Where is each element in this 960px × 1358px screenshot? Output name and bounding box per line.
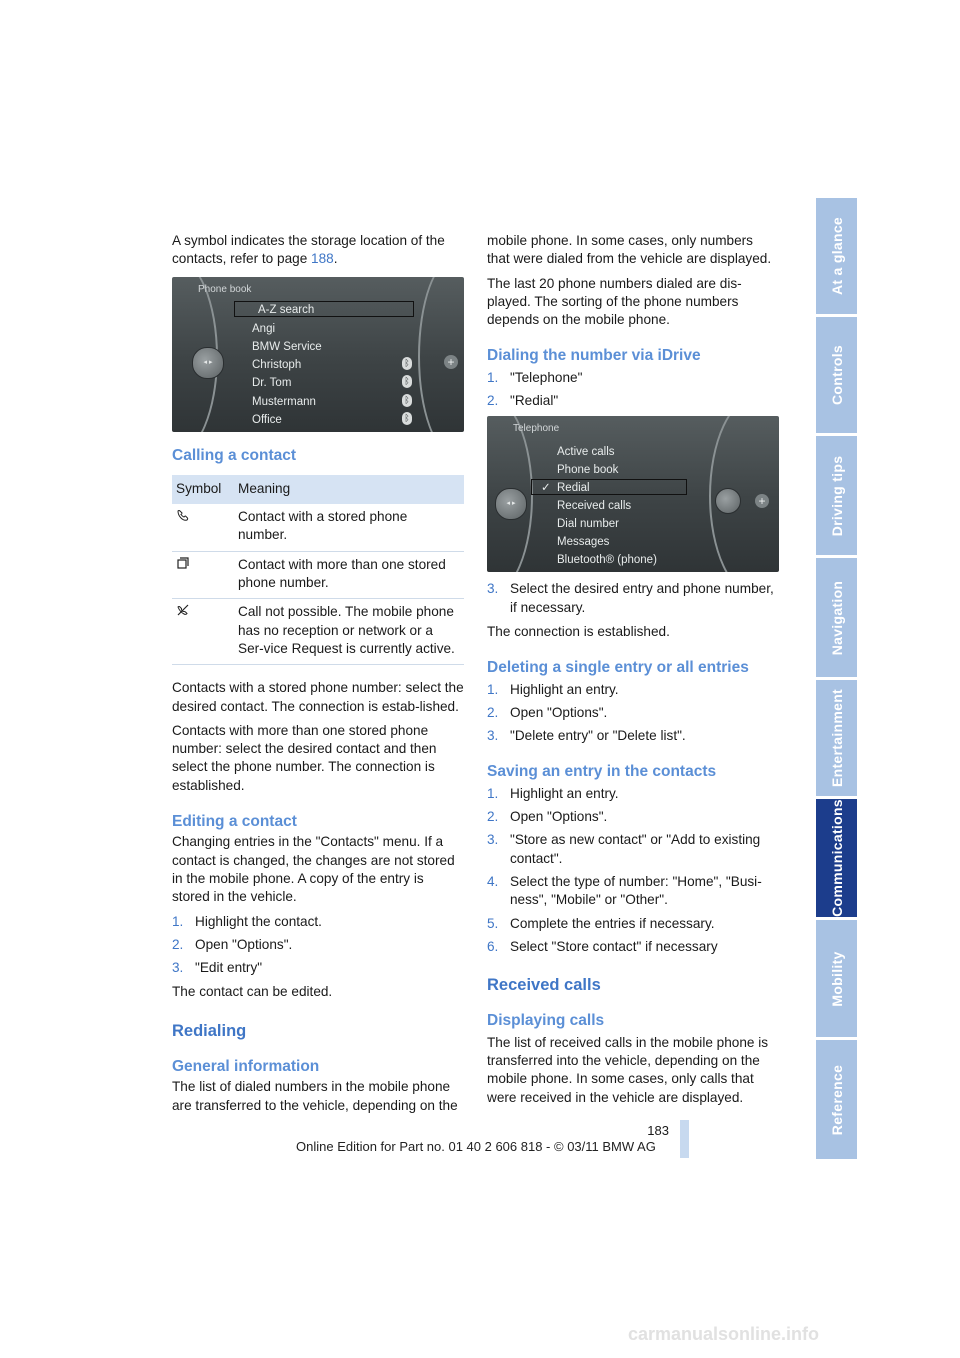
list-item: 3. "Store as new contact" or "Add to existing contact". [487,832,761,866]
steps-list [172,913,464,978]
list-item: 2. "Redial" [487,393,559,409]
meaning-cell: Contact with more than one stored phone number. [234,551,464,599]
phonebook-screenshot [172,277,464,432]
screen-item: Active calls [557,446,615,459]
heading-general-information: General information [172,1058,320,1076]
bluetooth-icon: ᛒ [402,412,412,425]
paragraph: The last 20 phone numbers dialed are dis-played. The sorting of the phone numbers depends on the mobile phone. [487,275,742,328]
side-tab-communications[interactable]: Communications [816,799,857,917]
paragraph: The list of dialed numbers in the mobile phone are transferred to the vehicle, depending on the [172,1079,458,1113]
side-tab-driving-tips[interactable]: Driving tips [816,436,857,555]
intro-paragraph: A symbol indicates the storage location of the contacts, refer to page 188. [172,233,445,267]
plus-icon: + [755,494,769,508]
paragraph: The connection is established. [487,623,670,639]
paragraph: Contacts with more than one stored phone number: select the desired contact and then select the phone number. The connection is established. [172,722,437,793]
list-item: 3. "Delete entry" or "Delete list". [487,728,686,744]
meaning-cell: Contact with a stored phone number. [234,504,464,551]
screen-item: BMW Service [252,340,322,353]
meaning-cell: Call not possible. The mobile phone has no reception or network or a Ser-vice Request is currently active. [234,599,464,665]
list-item: 3. "Edit entry" [172,960,263,976]
symbol-cell [172,504,234,551]
page-number: 183 [647,1123,669,1138]
bluetooth-icon: ᛒ [402,394,412,407]
list-item: 1. Highlight the contact. [172,913,322,929]
side-tab-at-a-glance[interactable]: At a glance [816,198,857,314]
paragraph: Contacts with a stored phone number: select the desired contact. The connection is estab-lished. [172,680,464,714]
steps-list [487,580,779,617]
selection-highlight [531,479,687,495]
table-row [172,551,464,599]
page-marker-bar [680,1120,689,1158]
left-column [172,232,464,1121]
screen-item: Received calls [557,500,632,513]
list-item: 6. Select "Store contact" if necessary [487,938,718,954]
side-tab-mobility[interactable]: Mobility [816,920,857,1037]
heading-calling-contact: Calling a contact [172,446,297,464]
screen-arc-right [418,277,464,432]
screen-item: Christoph [252,358,302,371]
bluetooth-icon: ᛒ [402,375,412,388]
list-item: 1. "Telephone" [487,369,583,385]
screen-title: Phone book [198,283,252,295]
side-tab-controls[interactable]: Controls [816,317,857,433]
list-item: 2. Open "Options". [487,704,608,720]
list-item: 3. Select the desired entry and phone number, if necessary. [487,581,774,615]
screen-item: Mustermann [252,395,316,408]
symbol-cell [172,551,234,599]
screen-item-selected: Redial [557,482,590,495]
symbol-cell [172,599,234,665]
list-item: 1. Highlight an entry. [487,785,619,801]
screen-item: Office [252,413,282,426]
table-row [172,504,464,551]
list-item: 5. Complete the entries if necessary. [487,915,715,931]
controller-knob: ◂ ▸ [495,488,527,520]
right-column [487,232,779,1113]
list-item: 2. Open "Options". [487,809,608,825]
screen-item: Bluetooth® (phone) [557,554,657,567]
column-header: Symbol [172,475,234,504]
screen-item: Angi [252,322,276,335]
paragraph: mobile phone. In some cases, only numbers that were dialed from the vehicle are displayed. [487,233,772,267]
heading-editing-contact: Editing a contact [172,813,297,831]
table-row [172,599,464,665]
page-reference-link[interactable]: 188 [311,251,334,267]
screen-item: Dr. Tom [252,376,292,389]
screen-item-az-search: A-Z search [258,303,315,316]
bluetooth-icon: ᛒ [402,357,412,370]
paragraph: The contact can be edited. [172,984,333,1000]
footer-edition: Online Edition for Part no. 01 40 2 606 818 - © 03/11 BMW AG [296,1139,656,1154]
screen-title: Telephone [513,423,560,435]
screen-item: Phone book [557,464,619,477]
check-icon: ✓ [541,482,551,495]
multiple-numbers-icon [176,556,190,570]
heading-received-calls: Received calls [487,976,601,995]
heading-deleting-entry: Deleting a single entry or all entries [487,659,749,677]
heading-saving-entry: Saving an entry in the contacts [487,763,717,781]
paragraph: The list of received calls in the mobile phone is transferred into the vehicle, depending on the mobile phone. In some cases, only calls that were received in the vehicle are displayed. [487,1034,769,1105]
screen-item: Messages [557,536,610,549]
side-tab-reference[interactable]: Reference [816,1040,857,1159]
heading-displaying-calls: Displaying calls [487,1012,605,1030]
telephone-screenshot [487,416,779,572]
heading-redialing: Redialing [172,1021,247,1040]
plus-icon: + [444,355,458,369]
steps-list [487,369,779,411]
paragraph: Changing entries in the "Contacts" menu. If a contact is changed, the changes are not stored in the mobile phone. A copy of the entry is stored in the vehicle. [172,834,455,905]
phone-handset-icon [176,508,190,522]
symbol-table [172,475,464,665]
heading-dialing-idrive: Dialing the number via iDrive [487,347,701,365]
column-header: Meaning [234,475,464,504]
screen-item: Dial number [557,518,619,531]
side-tab-navigation[interactable]: Navigation [816,558,857,677]
list-item: 4. Select the type of number: "Home", "Busi-ness", "Mobile" or "Other". [487,873,762,908]
table-header-row [172,475,464,504]
list-item: 1. Highlight an entry. [487,681,619,697]
watermark: carmanualsonline.info [628,1324,820,1344]
steps-list [487,681,779,746]
call-not-possible-icon [176,603,190,617]
side-tab-entertainment[interactable]: Entertainment [816,680,857,796]
steps-list [487,785,779,956]
controller-knob: ◂ ▸ [192,347,224,379]
list-item: 2. Open "Options". [172,936,293,952]
